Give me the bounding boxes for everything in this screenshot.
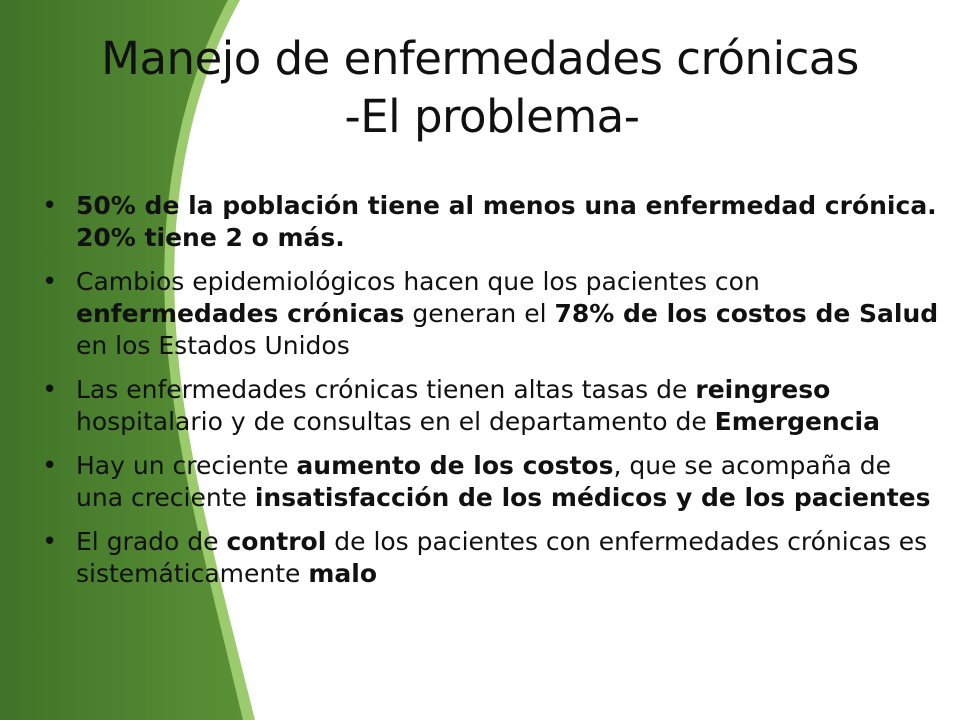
bullet-text-segment: Cambios epidemiológicos hacen que los pacientes con: [76, 267, 760, 296]
bullet-item: [40, 266, 940, 362]
bullet-item: [40, 526, 940, 590]
bullet-text: [76, 191, 937, 252]
bullet-text-segment: en los Estados Unidos: [76, 331, 350, 360]
title-line-1: Manejo de enfermedades crónicas: [101, 32, 859, 85]
bullet-text-bold: insatisfacción de los médicos y de los pacientes: [254, 483, 931, 512]
bullet-item: [40, 374, 940, 438]
slide-title: [40, 30, 920, 146]
bullet-dot-icon: •: [42, 527, 58, 557]
bullet-text-bold: reingreso: [695, 375, 831, 404]
bullet-list: [40, 190, 940, 602]
bullet-text: [76, 267, 938, 360]
bullet-text-bold: control: [226, 527, 327, 556]
bullet-item: [40, 190, 940, 254]
bullet-text-bold: enfermedades crónicas: [76, 299, 405, 328]
bullet-item: [40, 450, 940, 514]
bullet-dot-icon: •: [42, 191, 58, 221]
bullet-text: [76, 375, 880, 436]
bullet-text-bold: aumento de los costos: [296, 451, 614, 480]
bullet-text-segment: El grado de: [76, 527, 227, 556]
bullet-text: [76, 527, 927, 588]
bullet-dot-icon: •: [42, 267, 58, 297]
bullet-text-segment: hospitalario y de consultas en el departamento de: [76, 407, 715, 436]
bullet-text-bold: 78% de los costos de Salud: [554, 299, 939, 328]
bullet-dot-icon: •: [42, 451, 58, 481]
bullet-text: [76, 451, 931, 512]
bullet-dot-icon: •: [42, 375, 58, 405]
bullet-text-segment: de los pacientes con enfermedades crónicas es sistemáticamente: [76, 527, 928, 588]
bullet-text-bold: 50% de la población tiene al menos una enfermedad crónica. 20% tiene 2 o más.: [76, 191, 937, 252]
bullet-text-bold: malo: [308, 559, 378, 588]
title-line-2: -El problema-: [344, 90, 640, 143]
bullet-text-segment: , que se acompaña de una creciente: [76, 451, 892, 512]
bullet-text-segment: Hay un creciente: [76, 451, 297, 480]
bullet-text-segment: Las enfermedades crónicas tienen altas tasas de: [76, 375, 696, 404]
bullet-text-segment: generan el: [404, 299, 555, 328]
bullet-text-bold: Emergencia: [714, 407, 880, 436]
